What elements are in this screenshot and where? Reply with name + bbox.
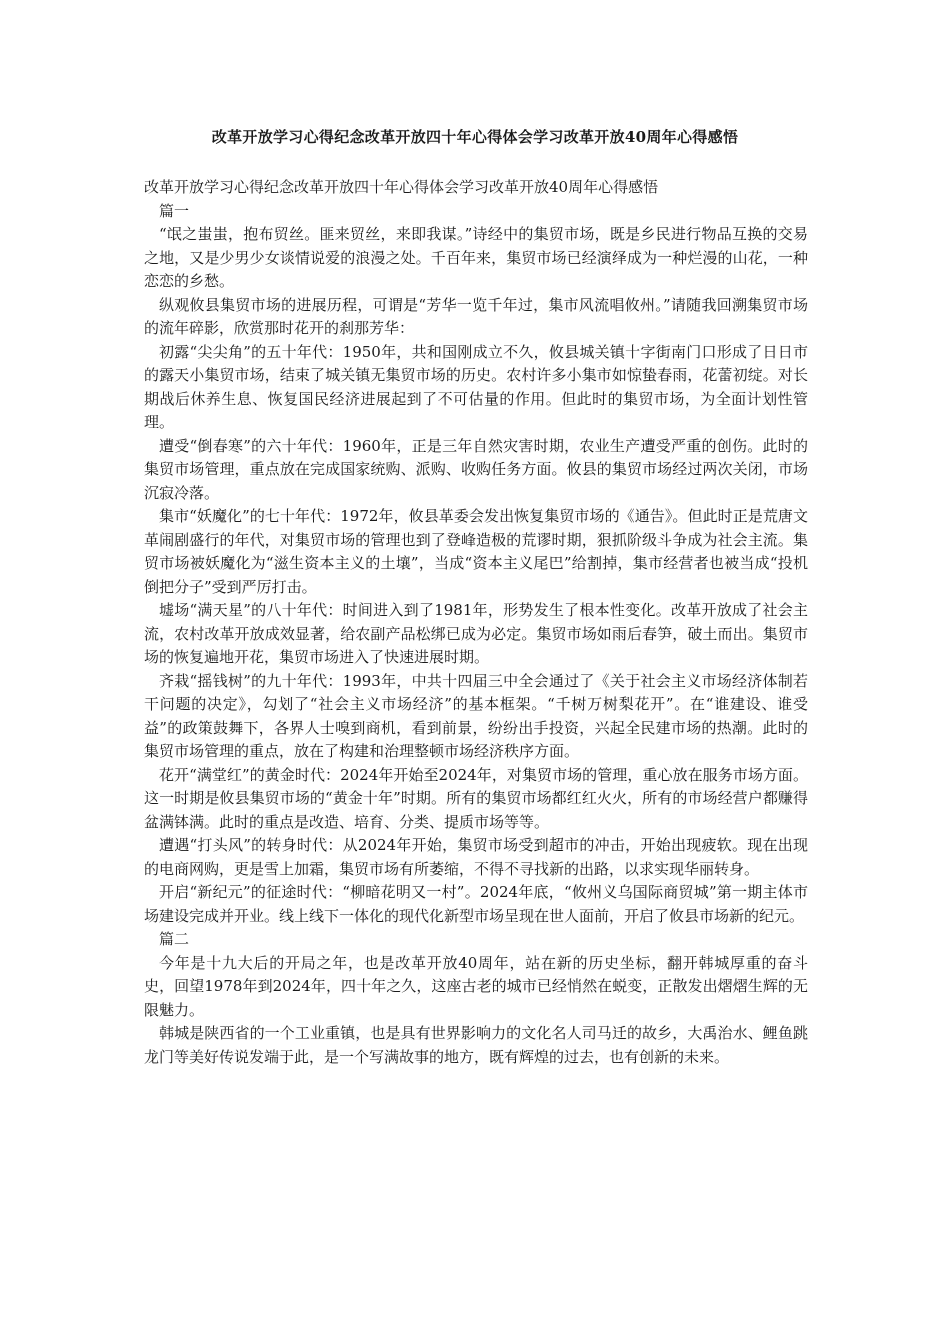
paragraph: 今年是十九大后的开局之年，也是改革开放40周年，站在新的历史坐标，翻开韩城厚重的奋斗史，回望1978年到2024年，四十年之久，这座古老的城市已经悄然在蜕变，正散发出熠熠生辉的无限魅力。 [144, 953, 808, 1019]
paragraph: 遭受“倒春寒”的六十年代：1960年，正是三年自然灾害时期，农业生产遭受严重的创伤。此时的集贸市场管理，重点放在完成国家统购、派购、收购任务方面。攸县的集贸市场经过两次关闭，市场沉寂冷落。 [144, 436, 808, 502]
paragraph: 开启“新纪元”的征途时代：“柳暗花明又一村”。2024年底，“攸州义乌国际商贸城”第一期主体市场建设完成并开业。线上线下一体化的现代化新型市场呈现在世人面前，开启了攸县市场新的纪元。 [144, 883, 808, 925]
document-title: 改革开放学习心得纪念改革开放四十年心得体会学习改革开放40周年心得感悟 [211, 128, 739, 146]
paragraph: 花开“满堂红”的黄金时代：2024年开始至2024年，对集贸市场的管理，重心放在服务市场方面。这一时期是攸县集贸市场的“黄金十年”时期。所有的集贸市场都红红火火，所有的市场经营户都赚得盆满钵满。此时的重点是改造、培育、分类、提质市场等等。 [144, 765, 808, 831]
document-subtitle: 改革开放学习心得纪念改革开放四十年心得体会学习改革开放40周年心得感悟 [144, 178, 659, 196]
paragraph: “氓之蚩蚩，抱布贸丝。匪来贸丝，来即我谋。”诗经中的集贸市场，既是乡民进行物品互换的交易之地，又是少男少女谈情说爱的浪漫之处。千百年来，集贸市场已经演绎成为一种烂漫的山花，一种恋恋的乡愁。 [144, 225, 808, 290]
paragraph: 初露“尖尖角”的五十年代：1950年，共和国刚成立不久，攸县城关镇十字街南门口形成了日日市的露天小集贸市场，结束了城关镇无集贸市场的历史。农村许多小集市如惊蛰春雨，花蕾初绽。对长期战后休养生息、恢复国民经济进展起到了不可估量的作用。但此时的集贸市场，为全面计划性管理。 [144, 342, 808, 431]
paragraph: 纵观攸县集贸市场的进展历程，可谓是“芳华一览千年过，集市风流唱攸州。”请随我回溯集贸市场的流年碎影，欣赏那时花开的刹那芳华： [144, 295, 808, 337]
document-body [144, 176, 808, 1069]
paragraph: 墟场“满天星”的八十年代：时间进入到了1981年，形势发生了根本性变化。改革开放成了社会主流，农村改革开放成效显著，给农副产品松绑已成为必定。集贸市场如雨后春笋，破土而出。集贸市场的恢复遍地开花，集贸市场进入了快速进展时期。 [144, 601, 808, 666]
section-label-1: 篇一 [159, 201, 190, 220]
paragraph: 遭遇“打头风”的转身时代：从2024年开始，集贸市场受到超市的冲击，开始出现疲软。现在出现的电商网购，更是雪上加霜，集贸市场有所萎缩，不得不寻找新的出路，以求实现华丽转身。 [144, 836, 808, 878]
section-label-2: 篇二 [159, 930, 190, 948]
paragraph: 集市“妖魔化”的七十年代：1972年，攸县革委会发出恢复集贸市场的《通告》。但此时正是荒唐文革闹剧盛行的年代，对集贸市场的管理也到了登峰造极的荒谬时期，狠抓阶级斗争成为社会主流。集贸市场被妖魔化为“滋生资本主义的土壤”，当成“资本主义尾巴”给割掉，集市经营者也被当成“投机倒把分子”受到严厉打击。 [144, 507, 808, 596]
paragraph: 韩城是陕西省的一个工业重镇，也是具有世界影响力的文化名人司马迁的故乡，大禹治水、鲤鱼跳龙门等美好传说发端于此，是一个写满故事的地方，既有辉煌的过去，也有创新的未来。 [144, 1024, 808, 1066]
paragraph: 齐栽“摇钱树”的九十年代：1993年，中共十四届三中全会通过了《关于社会主义市场经济体制若干问题的决定》，勾划了“社会主义市场经济”的基本框架。“千树万树梨花开”。在“谁建设、谁受益”的政策鼓舞下，各界人士嗅到商机，看到前景，纷纷出手投资，兴起全民建市场的热潮。此时的集贸市场管理的重点，放在了构建和治理整顿市场经济秩序方面。 [144, 671, 808, 760]
